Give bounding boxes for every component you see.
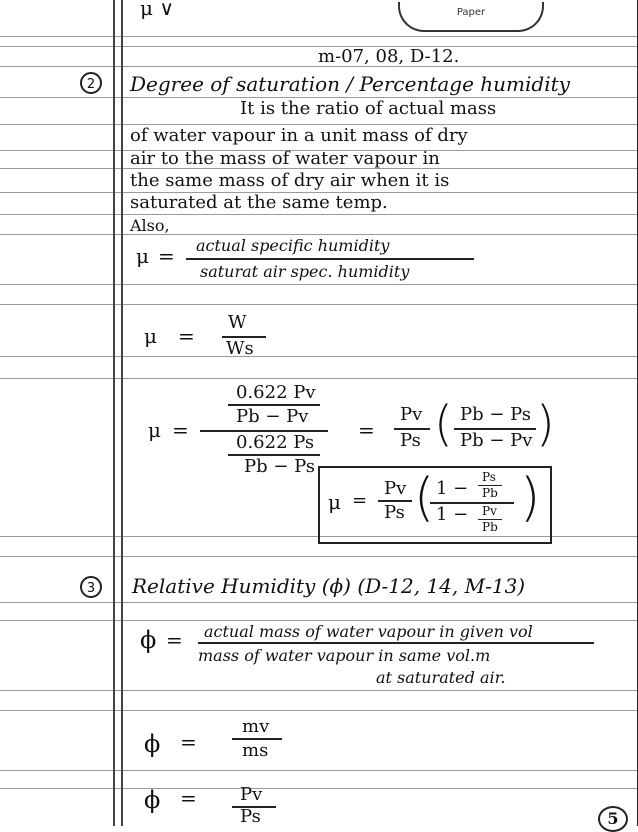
formula3-paren-numerator: Pb − Ps	[460, 404, 532, 425]
phi-symbol: ϕ	[144, 730, 161, 758]
definition-line: the same mass of dry air when it is	[130, 170, 450, 191]
boxed-one-minus: 1 −	[436, 504, 469, 525]
also-label: Also,	[130, 216, 170, 235]
equals-sign: =	[180, 786, 197, 810]
section-title: Relative Humidity (ϕ) (D-12, 14, M-13)	[132, 574, 526, 598]
definition-line: air to the mass of water vapour in	[130, 148, 440, 169]
formula3-top-denominator: Pb − Pv	[236, 406, 309, 427]
formula1-denominator: mass of water vapour in same vol.m	[198, 646, 491, 665]
mu-symbol: μ	[136, 244, 149, 268]
phi-symbol: ϕ	[140, 626, 157, 654]
equals-sign: =	[180, 730, 197, 754]
paper-label: Paper	[398, 2, 544, 32]
ruled-line	[0, 770, 638, 771]
ruled-line	[0, 620, 638, 621]
formula1-numerator: actual specific humidity	[196, 236, 390, 255]
formula2-numerator: W	[228, 312, 247, 333]
section-title: Degree of saturation / Percentage humidity	[130, 72, 570, 96]
equals-sign: =	[158, 244, 175, 268]
boxed-b-numerator: Pv	[482, 504, 497, 518]
formula3-numerator: Pv	[240, 784, 263, 805]
formula1-denominator: saturat air spec. humidity	[200, 262, 410, 281]
ruled-line	[0, 602, 638, 603]
ruled-line	[0, 234, 638, 235]
definition-line: saturated at the same temp.	[130, 192, 388, 213]
right-paren: )	[536, 396, 555, 452]
formula3-ratio-numerator: Pv	[400, 404, 423, 425]
formula1-numerator: actual mass of water vapour in given vol	[204, 622, 533, 641]
ruled-line	[0, 556, 638, 557]
left-paren: (	[414, 468, 435, 528]
ruled-line	[0, 214, 638, 215]
formula3-paren-denominator: Pb − Pv	[460, 430, 533, 451]
ruled-line	[0, 788, 638, 789]
mu-symbol: μ	[144, 324, 157, 348]
boxed-one-minus: 1 −	[436, 478, 469, 499]
boxed-a-numerator: Ps	[482, 470, 496, 484]
formula1-denominator-line2: at saturated air.	[376, 668, 506, 687]
boxed-b-denominator: Pb	[482, 520, 498, 534]
equals-sign: =	[172, 418, 189, 442]
equals-sign: =	[352, 490, 368, 511]
margin-line	[121, 0, 123, 826]
fraction-bar	[186, 258, 474, 260]
ruled-line	[0, 710, 638, 711]
mu-symbol: μ	[148, 418, 161, 442]
formula2-denominator: Ws	[226, 338, 254, 359]
left-paren: (	[434, 396, 453, 452]
fraction-bar	[198, 642, 594, 644]
boxed-a-denominator: Pb	[482, 486, 498, 500]
boxed-ratio-numerator: Pv	[384, 478, 407, 499]
mu-symbol: μ	[328, 490, 341, 514]
definition-line: It is the ratio of actual mass	[240, 98, 497, 119]
formula2-numerator: mv	[242, 716, 270, 737]
ruled-line	[0, 690, 638, 691]
exam-reference: m-07, 08, D-12.	[318, 46, 460, 67]
equals-sign: =	[178, 324, 195, 348]
formula3-ratio-denominator: Ps	[400, 430, 421, 451]
formula3-denominator: Ps	[240, 806, 261, 827]
margin-line	[113, 0, 115, 826]
ruled-line	[0, 36, 638, 37]
boxed-ratio-denominator: Ps	[384, 502, 405, 523]
page-number: 5	[598, 806, 628, 832]
formula3-bottom-denominator: Pb − Ps	[244, 456, 316, 477]
section-number: 3	[80, 576, 102, 598]
ruled-line	[0, 378, 638, 379]
definition-line: of water vapour in a unit mass of dry	[130, 125, 468, 146]
top-scribble: μ ∨	[140, 0, 174, 20]
formula3-bottom-numerator: 0.622 Ps	[236, 432, 315, 453]
formula3-top-numerator: 0.622 Pv	[236, 382, 316, 403]
ruled-line	[0, 304, 638, 305]
equals-sign: =	[358, 418, 375, 442]
formula2-denominator: ms	[242, 740, 269, 761]
section-number: 2	[80, 72, 102, 94]
right-paren: )	[520, 468, 541, 528]
equals-sign: =	[166, 628, 183, 652]
phi-symbol: ϕ	[144, 786, 161, 814]
ruled-line	[0, 284, 638, 285]
ruled-line	[0, 356, 638, 357]
